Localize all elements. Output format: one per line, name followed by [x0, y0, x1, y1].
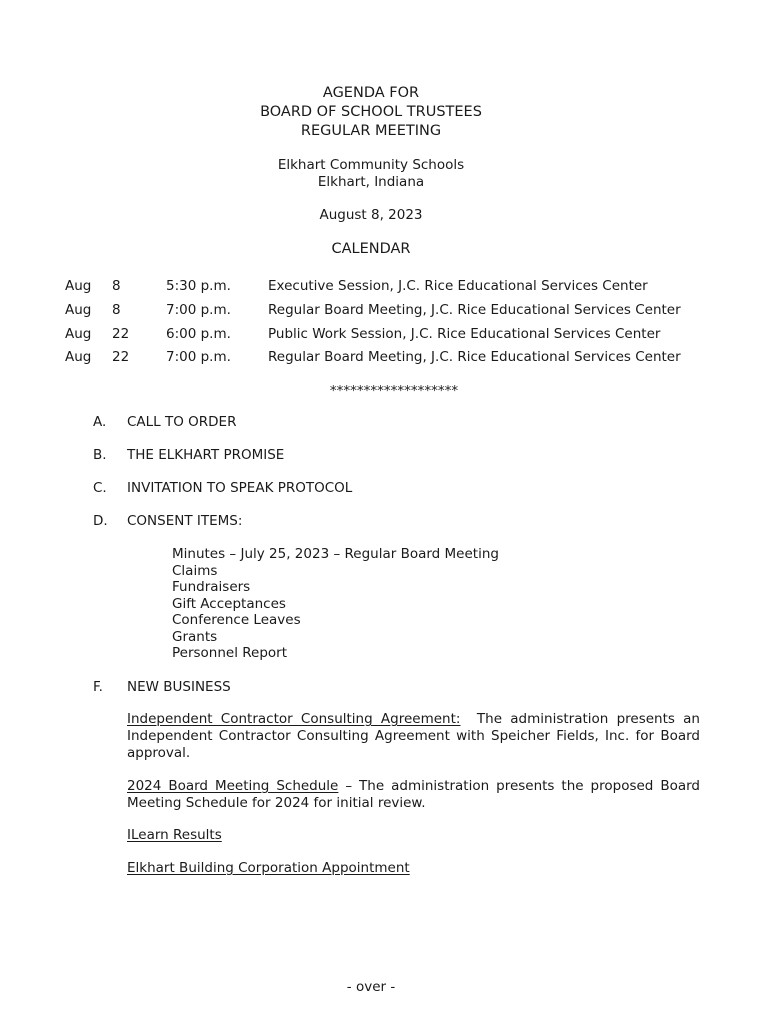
- calendar-row: [0, 326, 770, 344]
- new-business-item-title: 2024 Board Meeting Schedule: [127, 778, 339, 794]
- organization-name: Elkhart Community Schools: [277, 157, 465, 173]
- consent-items-list: [172, 546, 499, 662]
- calendar-time: 7:00 p.m.: [166, 349, 231, 365]
- calendar-day: 8: [112, 302, 121, 318]
- agenda-item-letter: B.: [93, 447, 107, 463]
- calendar-month: Aug: [65, 349, 92, 365]
- list-item: Minutes – July 25, 2023 – Regular Board Meeting: [172, 546, 499, 562]
- list-item: Claims: [172, 562, 218, 579]
- new-business-item: [127, 827, 700, 844]
- calendar-heading: CALENDAR: [331, 241, 411, 257]
- calendar-event: Regular Board Meeting, J.C. Rice Educational Services Center: [268, 302, 681, 318]
- list-item: Gift Acceptances: [172, 595, 286, 612]
- calendar-month: Aug: [65, 302, 92, 318]
- calendar-time: 5:30 p.m.: [166, 278, 231, 294]
- calendar-day: 22: [112, 349, 130, 365]
- list-item: Grants: [172, 628, 218, 645]
- new-business-item-title: ILearn Results: [127, 827, 222, 843]
- new-business-item: [127, 778, 700, 812]
- calendar-row: [0, 278, 770, 296]
- list-item: Fundraisers: [172, 579, 251, 595]
- meeting-date: August 8, 2023: [319, 207, 423, 223]
- section-separator: *******************: [329, 383, 459, 399]
- agenda-item-letter: A.: [93, 414, 107, 430]
- organization-location: Elkhart, Indiana: [317, 174, 425, 190]
- calendar-time: 7:00 p.m.: [166, 302, 231, 318]
- new-business-item-text: The administration presents an Independent Contractor Consulting Agreement with Speicher Fields, Inc. for Board approval.: [127, 711, 705, 761]
- calendar-row: [0, 349, 770, 367]
- list-item: Conference Leaves: [172, 612, 301, 628]
- new-business-item-title: Elkhart Building Corporation Appointment: [127, 860, 410, 876]
- page-footer: - over -: [346, 979, 396, 995]
- calendar-event: Regular Board Meeting, J.C. Rice Educational Services Center: [268, 349, 681, 365]
- new-business-item: [127, 711, 705, 762]
- list-item: Personnel Report: [172, 645, 288, 661]
- agenda-item-letter: C.: [93, 480, 107, 496]
- agenda-item-label: THE ELKHART PROMISE: [127, 447, 285, 463]
- agenda-title-line2: BOARD OF SCHOOL TRUSTEES: [260, 104, 482, 120]
- new-business-item: [127, 860, 700, 877]
- agenda-item-letter: F.: [93, 679, 103, 695]
- agenda-item-label: CONSENT ITEMS:: [127, 513, 243, 529]
- calendar-month: Aug: [65, 278, 92, 294]
- calendar-time: 6:00 p.m.: [166, 326, 231, 342]
- agenda-title-line3: REGULAR MEETING: [300, 123, 442, 139]
- calendar-event: Public Work Session, J.C. Rice Educational Services Center: [268, 326, 661, 342]
- calendar-day: 22: [112, 326, 130, 342]
- calendar-month: Aug: [65, 326, 92, 342]
- agenda-item-label: CALL TO ORDER: [127, 414, 237, 430]
- agenda-item-label: INVITATION TO SPEAK PROTOCOL: [127, 480, 353, 496]
- new-business-item-title: Independent Contractor Consulting Agreement:: [127, 711, 461, 727]
- agenda-item-letter: D.: [93, 513, 108, 529]
- agenda-item-label: NEW BUSINESS: [127, 679, 231, 695]
- calendar-row: [0, 302, 770, 320]
- calendar-event: Executive Session, J.C. Rice Educational Services Center: [268, 278, 648, 294]
- agenda-title-line1: AGENDA FOR: [322, 85, 420, 101]
- calendar-day: 8: [112, 278, 121, 294]
- new-business-item-text: – The administration presents the proposed Board Meeting Schedule for 2024 for initial review.: [127, 778, 700, 811]
